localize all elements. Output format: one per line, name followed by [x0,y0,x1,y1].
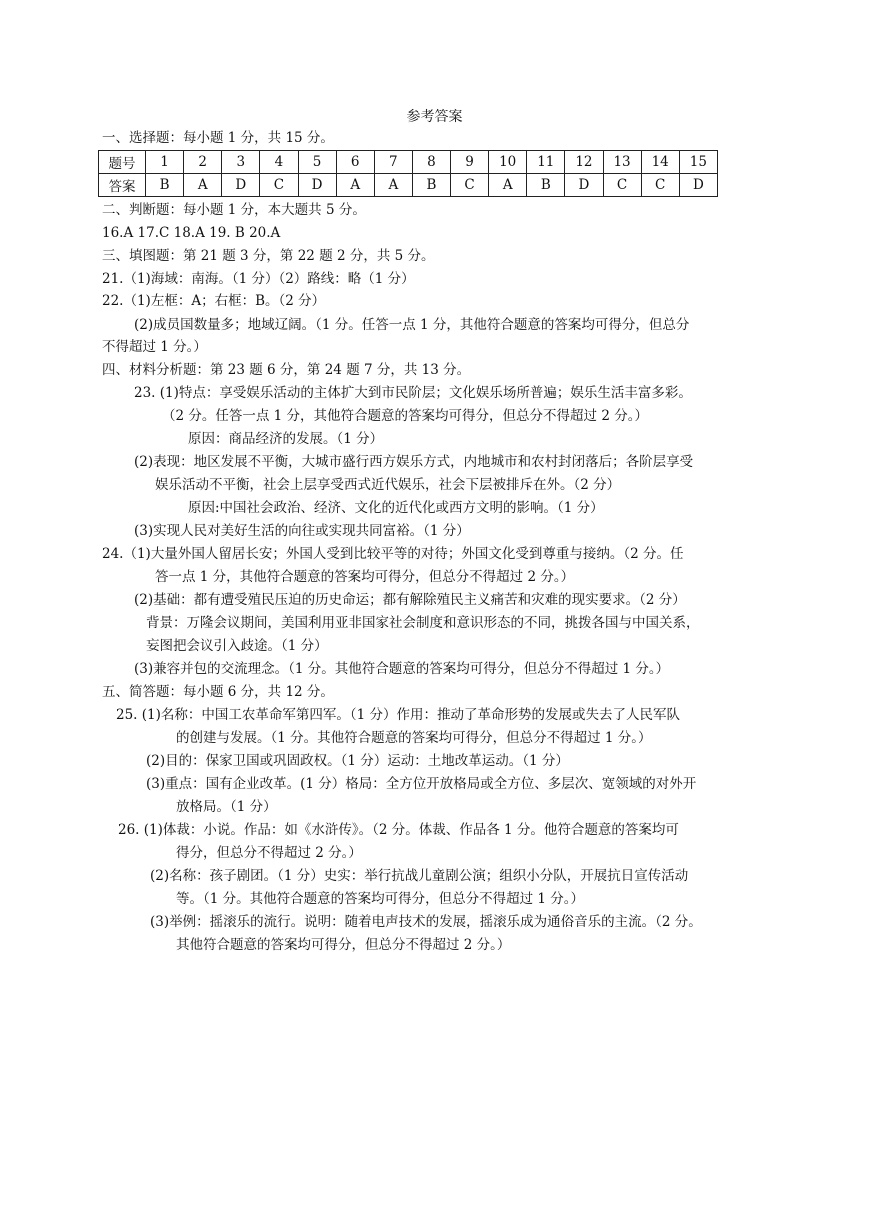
answer-line: 得分，但总分不得超过 2 分。） [176,845,362,861]
answer-table [98,150,718,197]
page-title: 参考答案 [406,109,463,125]
answer-line: 等。（1 分。其他符合题意的答案均可得分，但总分不得超过 1 分。） [176,891,585,907]
table-row-answers [99,174,718,197]
table-cell: C [451,174,489,197]
answer-line: 答一点 1 分，其他符合题意的答案均可得分，但总分不得超过 2 分。） [155,569,575,585]
table-cell: B [527,174,565,197]
table-cell: 3 [222,151,260,174]
table-cell: 5 [298,151,336,174]
table-row-numbers [99,151,718,174]
section-heading-choice: 一、选择题：每小题 1 分，共 15 分。 [102,130,334,146]
answer-line: 26. (1)体裁：小说。作品：如《水浒传》。（2 分。体裁、作品各 1 分。他符合题意的答案均可 [118,822,679,838]
table-cell: D [222,174,260,197]
answer-line: 16.A 17.C 18.A 19. B 20.A [102,225,281,241]
table-cell: C [260,174,298,197]
table-cell: 15 [679,151,717,174]
answer-line: (3)实现人民对美好生活的向往或实现共同富裕。（1 分） [134,523,470,539]
table-cell-header: 题号 [99,151,146,174]
answer-line: 25. (1)名称：中国工农革命军第四军。（1 分）作用：推动了革命形势的发展或失去了人民军队 [116,707,681,723]
answer-line: (3)兼容并包的交流理念。（1 分。其他符合题意的答案均可得分，但总分不得超过 1 分。） [134,661,670,677]
answer-line: 娱乐活动不平衡，社会上层享受西式近代娱乐，社会下层被排斥在外。（2 分） [155,477,621,493]
table-cell: 7 [374,151,412,174]
answer-line: 22.（1)左框：A；右框：B。（2 分） [102,293,326,309]
answer-line: (2)表现：地区发展不平衡，大城市盛行西方娱乐方式，内地城市和农村封闭落后；各阶层享受 [134,454,694,470]
answer-line: (2)基础：都有遭受殖民压迫的历史命运；都有解除殖民主义痛苦和灾难的现实要求。（2 分） [134,592,686,608]
table-cell: B [412,174,450,197]
table-cell: 1 [146,151,184,174]
answer-line: 24.（1)大量外国人留居长安；外国人受到比较平等的对待；外国文化受到尊重与接纳。（2 分。任 [102,546,684,562]
table-cell: 4 [260,151,298,174]
answer-line: 原因：商品经济的发展。（1 分） [188,431,384,447]
answer-line: 21.（1)海域：南海。（1 分）（2）路线：略（1 分） [102,271,415,287]
table-cell: D [679,174,717,197]
section-heading-judgment: 二、判断题：每小题 1 分，本大题共 5 分。 [102,202,366,218]
table-cell: D [565,174,603,197]
answer-line: 背景：万隆会议期间，美国利用亚非国家社会制度和意识形态的不同，挑拨各国与中国关系， [146,615,700,631]
answer-line: (2)成员国数量多；地域辽阔。（1 分。任答一点 1 分，其他符合题意的答案均可得分，但总分 [134,317,690,333]
section-heading-short-answer: 五、简答题：每小题 6 分，共 12 分。 [102,684,334,700]
table-cell: 14 [641,151,679,174]
answer-line: 原因:中国社会政治、经济、文化的近代化或西方文明的影响。（1 分） [188,500,604,516]
answer-line: (2)目的：保家卫国或巩固政权。（1 分）运动：土地改革运动。（1 分） [146,753,569,769]
answer-line: 妄图把会议引入歧途。（1 分） [146,638,328,654]
table-cell: 11 [527,151,565,174]
answer-line: (3)举例：摇滚乐的流行。说明：随着电声技术的发展，摇滚乐成为通俗音乐的主流。（2 分。 [150,914,702,930]
table-cell: 2 [184,151,222,174]
table-cell: C [641,174,679,197]
answer-line: 23. (1)特点：享受娱乐活动的主体扩大到市民阶层；文化娱乐场所普遍；娱乐生活丰富多彩。 [134,385,692,401]
table-cell: 8 [412,151,450,174]
table-cell: A [489,174,527,197]
answer-line: 放格局。（1 分） [176,799,277,815]
answer-line: (2)名称：孩子剧团。（1 分）史实：举行抗战儿童剧公演；组织小分队，开展抗日宣传活动 [150,868,689,884]
table-cell: 10 [489,151,527,174]
answer-line: （2 分。任答一点 1 分，其他符合题意的答案均可得分，但总分不得超过 2 分。） [162,408,648,424]
table-cell: A [336,174,374,197]
answer-line: 不得超过 1 分。） [102,339,207,355]
answer-line: (3)重点：国有企业改革。(1 分）格局：全方位开放格局或全方位、多层次、宽领域的对外开 [146,776,697,792]
table-cell-header: 答案 [99,174,146,197]
table-cell: 12 [565,151,603,174]
table-cell: 9 [451,151,489,174]
table-cell: 13 [603,151,641,174]
table-cell: B [146,174,184,197]
table-cell: C [603,174,641,197]
answer-line: 的创建与发展。（1 分。其他符合题意的答案均可得分，但总分不得超过 1 分。） [176,730,652,746]
section-heading-material: 四、材料分析题：第 23 题 6 分，第 24 题 7 分，共 13 分。 [102,362,471,378]
table-cell: A [184,174,222,197]
table-cell: 6 [336,151,374,174]
table-cell: A [374,174,412,197]
answer-line: 其他符合题意的答案均可得分，但总分不得超过 2 分。） [176,937,511,953]
table-cell: D [298,174,336,197]
section-heading-map: 三、填图题：第 21 题 3 分，第 22 题 2 分，共 5 分。 [102,248,435,264]
